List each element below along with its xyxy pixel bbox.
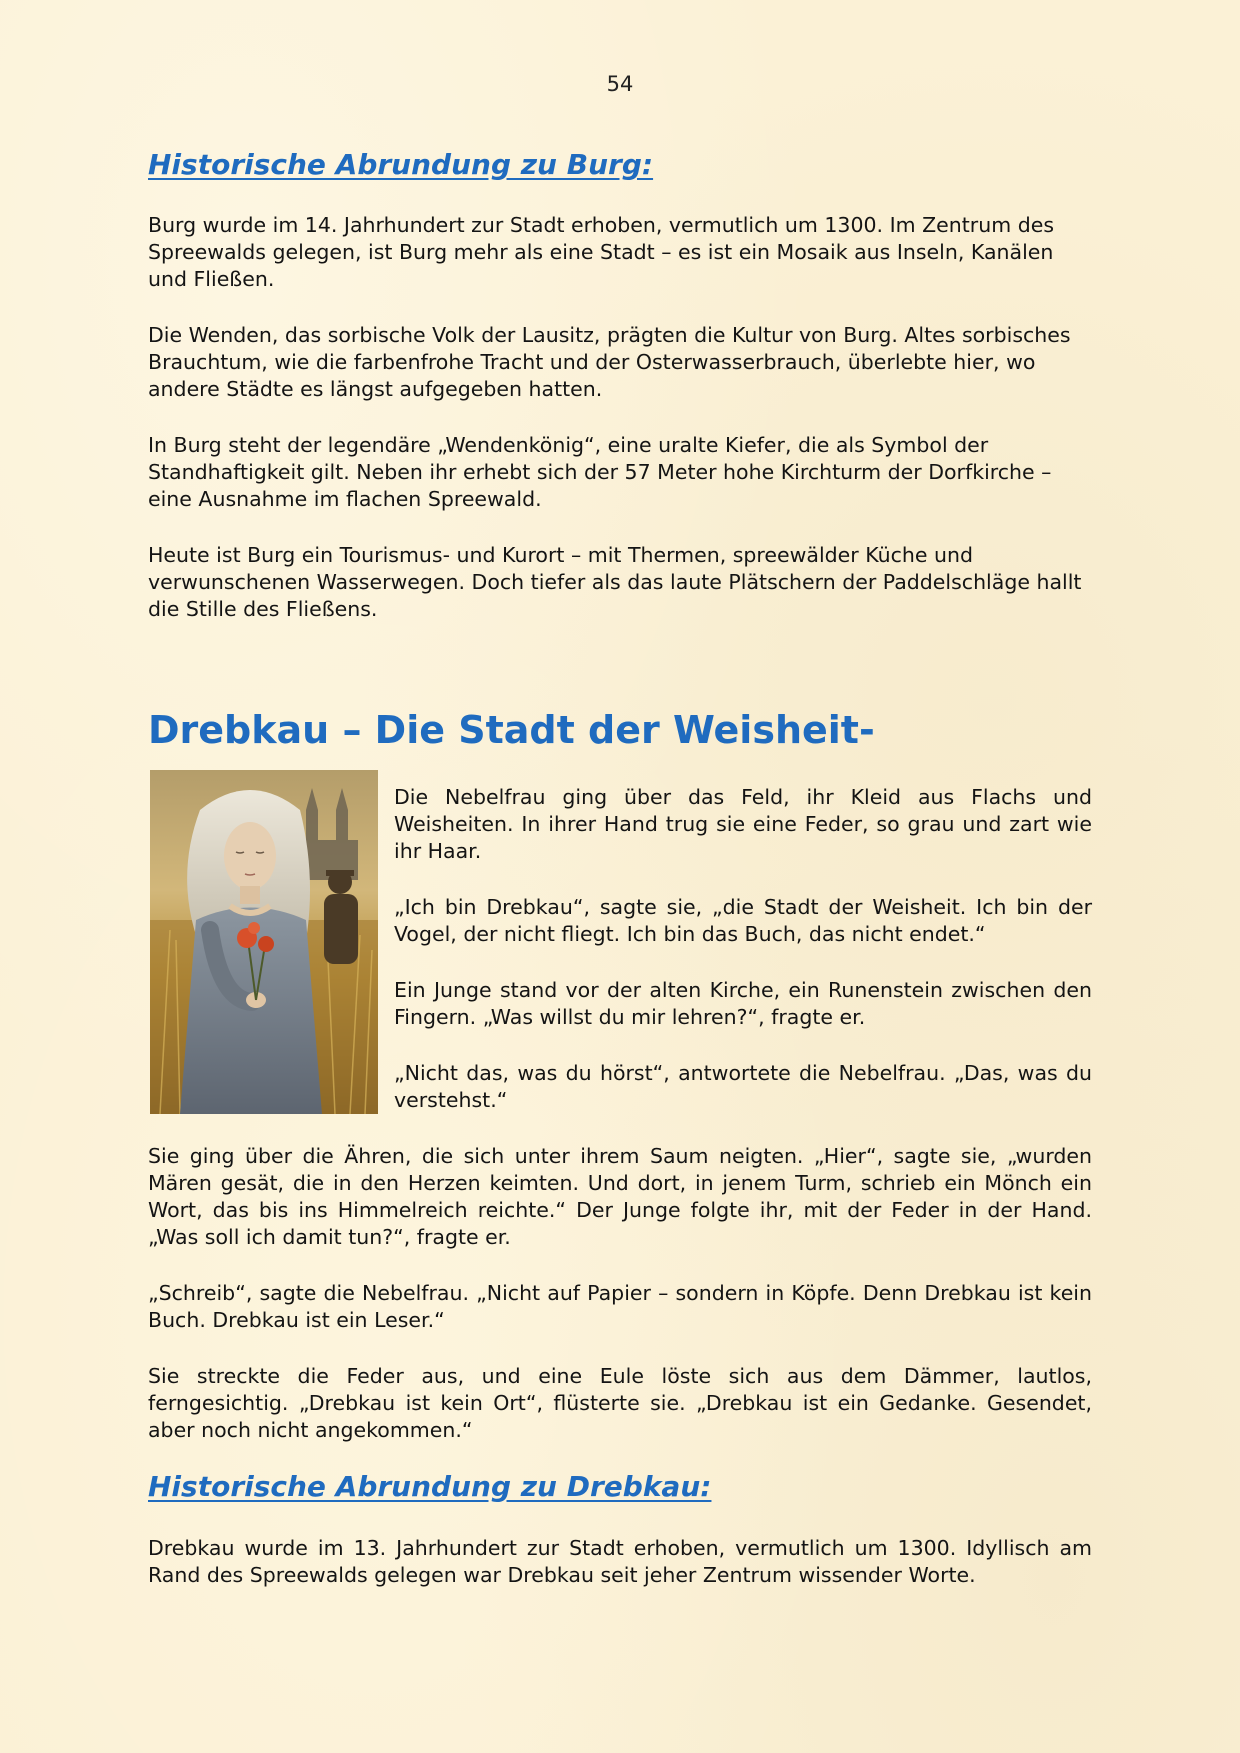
section-heading-burg: Historische Abrundung zu Burg: xyxy=(148,148,654,181)
paragraph: Heute ist Burg ein Tourismus- und Kurort – mit Thermen, spreewälder Küche und verwunschenen Wasserwegen. Doch tiefer als das laute Plätschern der Paddelschläge hallt die Stille des Fließens. xyxy=(148,543,1082,621)
paragraph: „Ich bin Drebkau“, sagte sie, „die Stadt der Weisheit. Ich bin der Vogel, der nicht fliegt. Ich bin das Buch, das nicht endet.“ xyxy=(394,895,1092,946)
paragraph: Burg wurde im 14. Jahrhundert zur Stadt erhoben, vermutlich um 1300. Im Zentrum des Spreewalds gelegen, ist Burg mehr als eine Stadt – es ist ein Mosaik aus Inseln, Kanälen und Fließen. xyxy=(148,213,1055,291)
paragraph: „Schreib“, sagte die Nebelfrau. „Nicht auf Papier – sondern in Köpfe. Denn Drebkau ist kein Buch. Drebkau ist ein Leser.“ xyxy=(148,1281,1092,1332)
paragraph: Sie streckte die Feder aus, und eine Eule löste sich aus dem Dämmer, lautlos, ferngesichtig. „Drebkau ist kein Ort“, flüsterte sie. „Drebkau ist ein Gedanke. Gesendet, aber noch nicht angekommen.“ xyxy=(148,1364,1092,1442)
chapter-title-drebkau: Drebkau – Die Stadt der Weisheit- xyxy=(148,708,875,752)
nebelfrau-painting xyxy=(150,770,378,1114)
paragraph: In Burg steht der legendäre „Wendenkönig“, eine uralte Kiefer, die als Symbol der Standhaftigkeit gilt. Neben ihr erhebt sich der 57 Meter hohe Kirchturm der Dorfkirche – eine Ausnahme im flachen Spreewald. xyxy=(148,433,1052,511)
section-heading-drebkau: Historische Abrundung zu Drebkau: xyxy=(148,1470,712,1503)
paragraph: Drebkau wurde im 13. Jahrhundert zur Stadt erhoben, vermutlich um 1300. Idyllisch am Rand des Spreewalds gelegen war Drebkau seit jeher Zentrum wissender Worte. xyxy=(148,1536,1092,1587)
paragraph: Sie ging über die Ähren, die sich unter ihrem Saum neigten. „Hier“, sagte sie, „wurden Mären gesät, die in den Herzen keimten. Und dort, in jenem Turm, schrieb ein Mönch ein Wort, das bis ins Himmelreich reichte.“ Der Junge folgte ihr, mit der Feder in der Hand. „Was soll ich damit tun?“, fragte er. xyxy=(148,1144,1092,1249)
paragraph: Die Nebelfrau ging über das Feld, ihr Kleid aus Flachs und Weisheiten. In ihrer Hand trug sie eine Feder, so grau und zart wie ihr Haar. xyxy=(394,785,1092,863)
paragraph: Ein Junge stand vor der alten Kirche, ein Runenstein zwischen den Fingern. „Was willst du mir lehren?“, fragte er. xyxy=(394,978,1092,1029)
paragraph: „Nicht das, was du hörst“, antwortete die Nebelfrau. „Das, was du verstehst.“ xyxy=(394,1061,1092,1112)
illustration-nebelfrau xyxy=(150,770,378,1114)
page-number: 54 xyxy=(606,72,634,96)
paragraph: Die Wenden, das sorbische Volk der Lausitz, prägten die Kultur von Burg. Altes sorbisches Brauchtum, wie die farbenfrohe Tracht und der Osterwasserbrauch, überlebte hier, wo andere Städte es längst aufgegeben hatten. xyxy=(148,323,1071,401)
